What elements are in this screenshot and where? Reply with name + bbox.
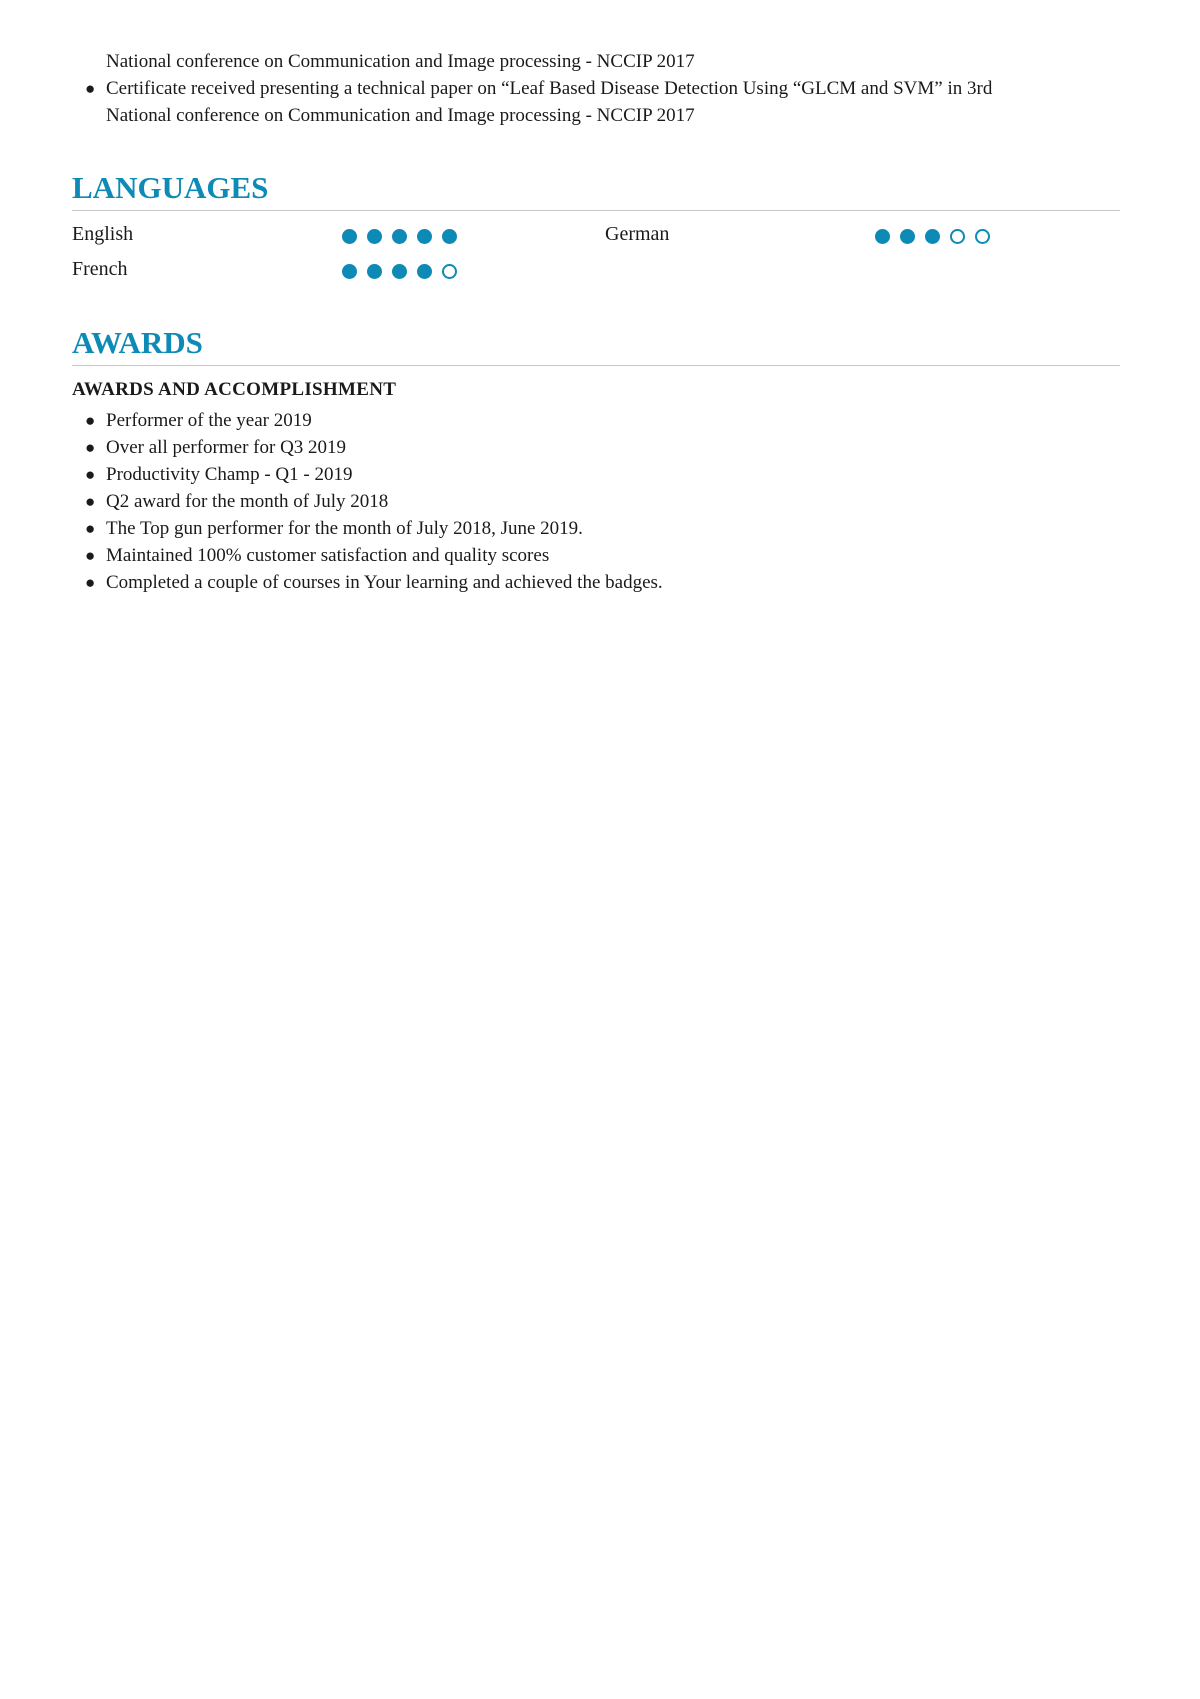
language-name-french: French <box>72 258 128 280</box>
certificates-list <box>72 48 1120 129</box>
award-text: Maintained 100% customer satisfaction and quality scores <box>106 545 550 566</box>
bullet-icon: ● <box>85 411 96 430</box>
award-item <box>72 542 1120 569</box>
rating-dot-filled-icon <box>367 264 382 279</box>
bullet-icon: ● <box>85 519 96 538</box>
bullet-icon: ● <box>85 465 96 484</box>
rating-dot-filled-icon <box>392 229 407 244</box>
language-rating-french <box>342 264 457 284</box>
certificate-item-continuation <box>72 48 1120 75</box>
award-item <box>72 515 1120 542</box>
certificate-text: National conference on Communication and Image processing - NCCIP 2017 <box>106 105 695 126</box>
award-item <box>72 407 1120 434</box>
language-name-english: English <box>72 223 134 245</box>
rating-dot-filled-icon <box>925 229 940 244</box>
rating-dot-filled-icon <box>342 264 357 279</box>
rating-dot-filled-icon <box>417 229 432 244</box>
language-name-german: German <box>605 223 670 245</box>
award-item <box>72 488 1120 515</box>
certificate-text: Certificate received presenting a technical paper on “Leaf Based Disease Detection Using “GLCM and SVM” in 3rd <box>106 78 993 99</box>
rating-dot-filled-icon <box>875 229 890 244</box>
bullet-icon: ● <box>85 573 96 592</box>
bullet-icon: ● <box>85 492 96 511</box>
award-item <box>72 434 1120 461</box>
languages-divider <box>72 210 1120 211</box>
languages-title: LANGUAGES <box>72 170 269 205</box>
award-text: Productivity Champ - Q1 - 2019 <box>106 464 353 485</box>
award-text: Over all performer for Q3 2019 <box>106 437 347 458</box>
award-text: Performer of the year 2019 <box>106 410 312 431</box>
awards-divider <box>72 365 1120 366</box>
award-text: Q2 award for the month of July 2018 <box>106 491 389 512</box>
award-text: The Top gun performer for the month of July 2018, June 2019. <box>106 518 583 539</box>
rating-dot-empty-icon <box>975 229 990 244</box>
certificate-item <box>72 75 1120 102</box>
rating-dot-filled-icon <box>900 229 915 244</box>
bullet-icon: ● <box>85 546 96 565</box>
rating-dot-filled-icon <box>367 229 382 244</box>
certificate-item-continuation <box>72 102 1120 129</box>
rating-dot-filled-icon <box>442 229 457 244</box>
certificate-text: National conference on Communication and Image processing - NCCIP 2017 <box>106 51 695 72</box>
rating-dot-filled-icon <box>392 264 407 279</box>
rating-dot-filled-icon <box>417 264 432 279</box>
award-text: Completed a couple of courses in Your learning and achieved the badges. <box>106 572 663 593</box>
rating-dot-empty-icon <box>442 264 457 279</box>
awards-subtitle: AWARDS AND ACCOMPLISHMENT <box>72 379 397 400</box>
rating-dot-filled-icon <box>342 229 357 244</box>
rating-dot-empty-icon <box>950 229 965 244</box>
bullet-icon: ● <box>85 438 96 457</box>
awards-title: AWARDS <box>72 325 203 360</box>
award-item <box>72 461 1120 488</box>
awards-list <box>72 407 1120 596</box>
language-rating-german <box>875 229 990 249</box>
award-item <box>72 569 1120 596</box>
bullet-icon: ● <box>85 79 96 98</box>
language-rating-english <box>342 229 457 249</box>
